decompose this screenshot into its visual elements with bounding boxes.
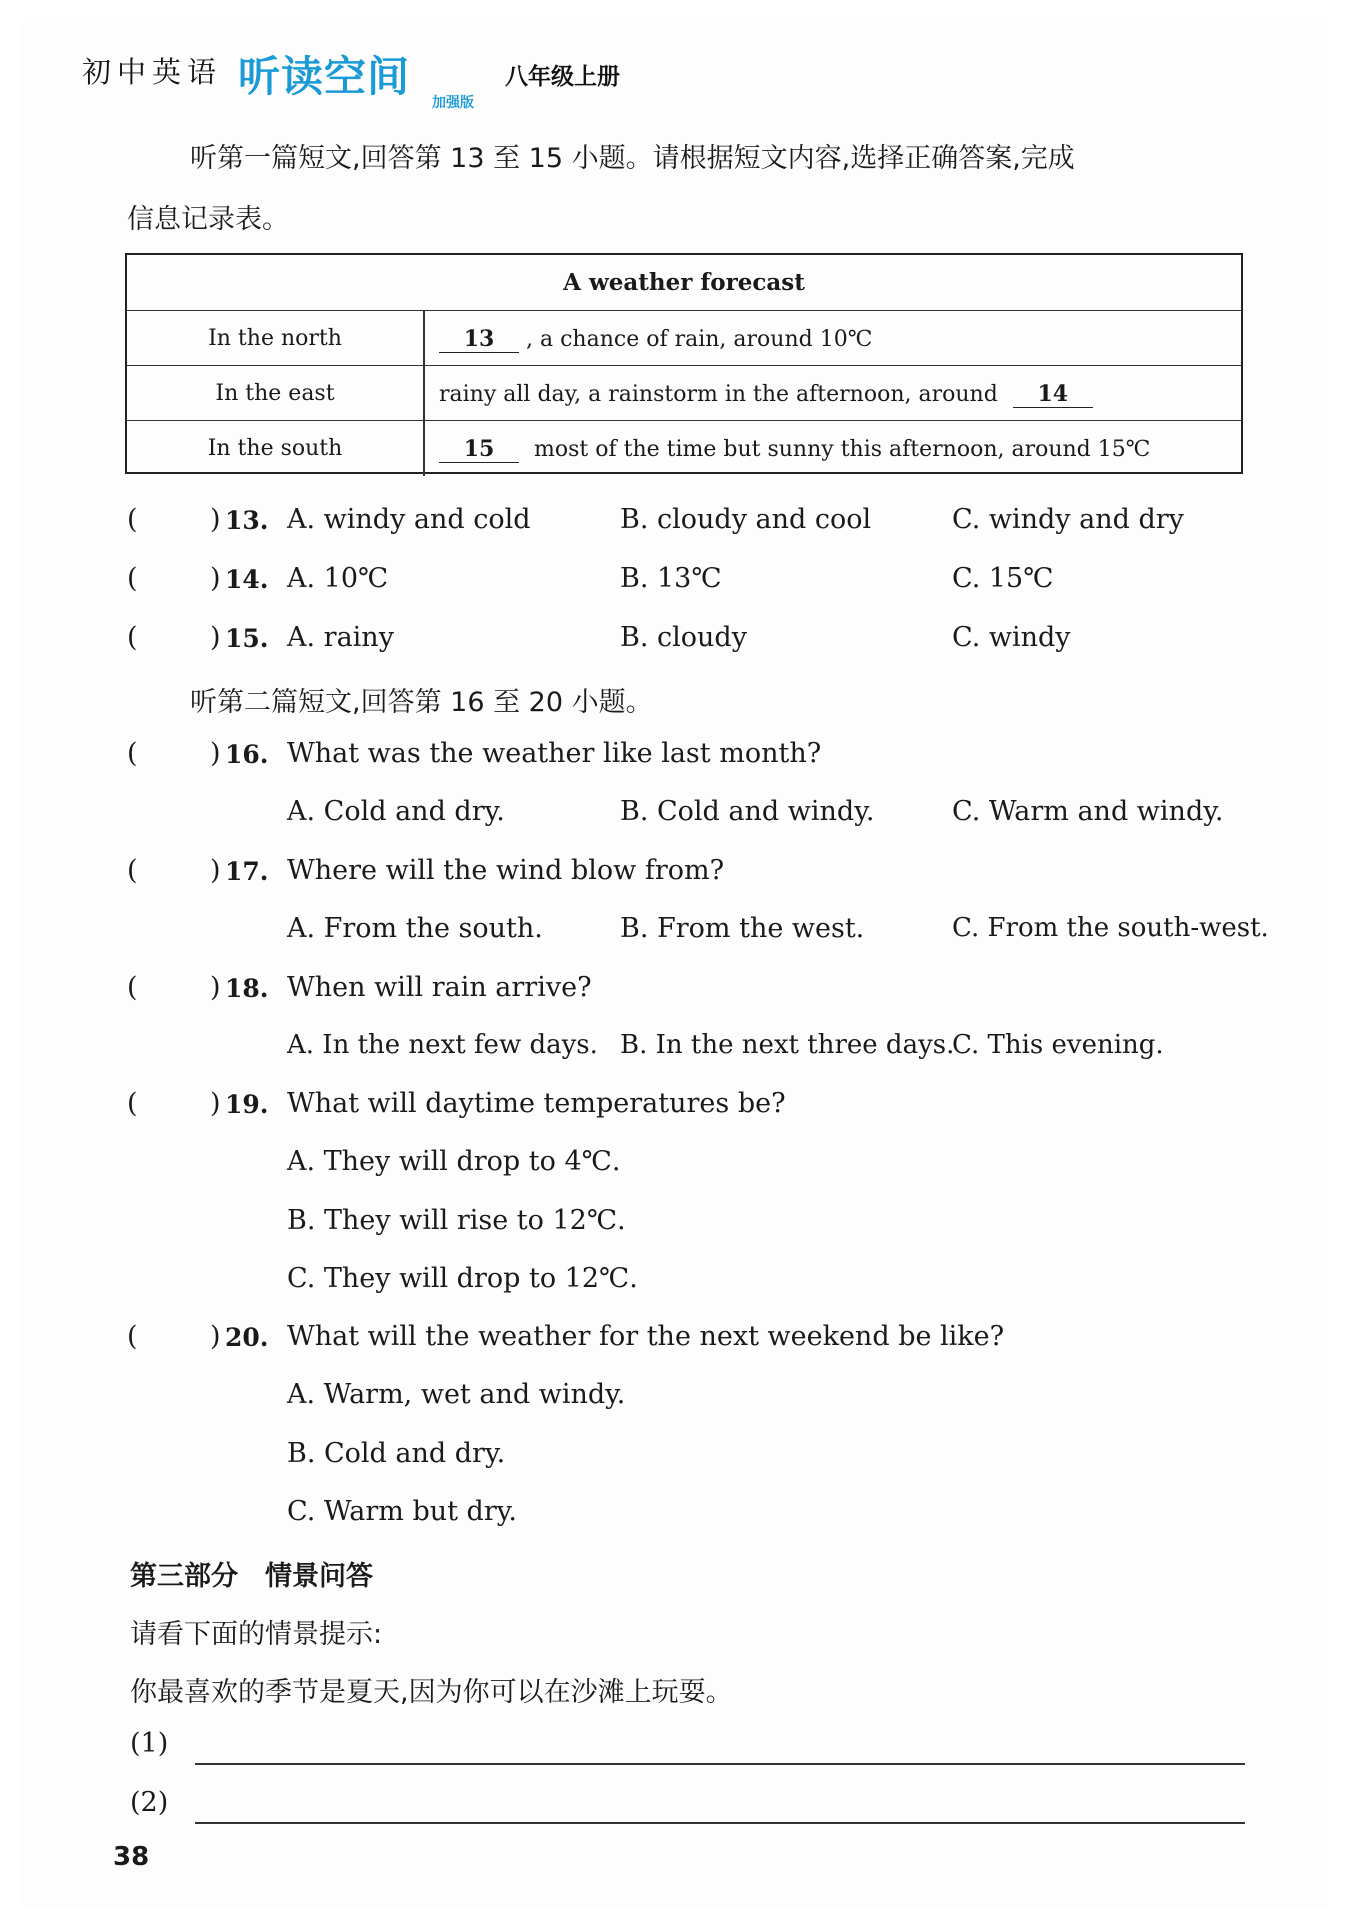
series-title: 初中英语 (82, 55, 223, 89)
option-a[interactable]: A. Cold and dry. (287, 796, 505, 827)
part2-intro: 听第二篇短文,回答第 16 至 20 小题。 (190, 687, 653, 718)
table-title: A weather forecast (563, 269, 805, 296)
question-number: 19. (225, 1090, 269, 1119)
option-c[interactable]: C. From the south-west. (952, 913, 1269, 943)
option-b[interactable]: B. Cold and dry. (287, 1438, 506, 1469)
north-text: , a chance of rain, around 10℃ (526, 327, 873, 352)
answer-paren-close: ) (210, 738, 221, 769)
option-c[interactable]: C. windy and dry (952, 504, 1184, 535)
question-number: 13. (225, 506, 269, 535)
question-text: Where will the wind blow from? (287, 855, 725, 886)
option-a[interactable]: A. Warm, wet and windy. (287, 1379, 626, 1410)
table-region-south: In the south (207, 436, 343, 461)
question-text: What will daytime temperatures be? (287, 1088, 786, 1119)
table-row-divider (127, 420, 1241, 421)
part3-title: 第三部分 情景问答 (130, 1561, 373, 1592)
part1-intro-line1: 听第一篇短文,回答第 13 至 15 小题。请根据短文内容,选择正确答案,完成 (190, 143, 1075, 174)
table-column-divider (423, 310, 425, 476)
answer-paren-open[interactable]: ( (127, 563, 138, 594)
option-b[interactable]: B. cloudy (620, 622, 747, 653)
part3-prompt-label: 请看下面的情景提示: (130, 1619, 383, 1650)
answer-paren-close: ) (210, 1088, 221, 1119)
table-row-south (439, 436, 1150, 463)
question-number: 15. (225, 624, 269, 653)
answer-paren-open[interactable]: ( (127, 738, 138, 769)
brand-logo: 听读空间 (238, 52, 411, 101)
answer-blank-14[interactable]: 14 (1013, 381, 1093, 408)
option-a[interactable]: A. rainy (287, 622, 394, 653)
answer-line-2[interactable] (195, 1822, 1245, 1824)
option-a[interactable]: A. From the south. (287, 913, 543, 944)
answer-label-1: (1) (130, 1728, 169, 1759)
question-text: What was the weather like last month? (287, 738, 822, 769)
option-b[interactable]: B. In the next three days. (620, 1030, 955, 1060)
answer-blank-15[interactable]: 15 (439, 436, 519, 463)
option-c[interactable]: C. They will drop to 12℃. (287, 1263, 638, 1294)
part1-intro-line2: 信息记录表。 (127, 204, 289, 235)
question-text: When will rain arrive? (287, 972, 592, 1003)
table-row-divider (127, 310, 1241, 311)
question-number: 18. (225, 974, 269, 1003)
option-c[interactable]: C. Warm and windy. (952, 796, 1224, 827)
answer-blank-13[interactable]: 13 (439, 326, 519, 353)
option-b[interactable]: B. 13℃ (620, 563, 722, 594)
answer-paren-open[interactable]: ( (127, 1321, 138, 1352)
part3-scenario: 你最喜欢的季节是夏天,因为你可以在沙滩上玩耍。 (130, 1677, 733, 1708)
answer-paren-close: ) (210, 563, 221, 594)
table-row-divider (127, 365, 1241, 366)
answer-paren-open[interactable]: ( (127, 855, 138, 886)
question-number: 20. (225, 1323, 269, 1352)
option-c[interactable]: C. windy (952, 622, 1071, 653)
option-a[interactable]: A. windy and cold (287, 504, 531, 535)
table-region-east: In the east (215, 381, 335, 406)
answer-paren-open[interactable]: ( (127, 504, 138, 535)
question-number: 14. (225, 565, 269, 594)
answer-line-1[interactable] (195, 1763, 1245, 1765)
answer-paren-close: ) (210, 855, 221, 886)
question-number: 17. (225, 857, 269, 886)
answer-paren-close: ) (210, 1321, 221, 1352)
option-b[interactable]: B. Cold and windy. (620, 796, 875, 827)
table-row-north (439, 326, 872, 353)
grade-label: 八年级上册 (505, 64, 620, 90)
answer-paren-open[interactable]: ( (127, 1088, 138, 1119)
option-a[interactable]: A. 10℃ (287, 563, 389, 594)
option-b[interactable]: B. cloudy and cool (620, 504, 872, 535)
option-c[interactable]: C. Warm but dry. (287, 1496, 518, 1527)
page-number: 38 (113, 1842, 150, 1872)
table-row-east (439, 381, 1093, 408)
option-b[interactable]: B. From the west. (620, 913, 865, 944)
option-b[interactable]: B. They will rise to 12℃. (287, 1205, 626, 1236)
weather-forecast-table (125, 253, 1243, 474)
answer-paren-open[interactable]: ( (127, 622, 138, 653)
south-text: most of the time but sunny this afternoon, around 15℃ (534, 437, 1151, 462)
answer-label-2: (2) (130, 1787, 169, 1818)
answer-paren-close: ) (210, 622, 221, 653)
table-region-north: In the north (208, 326, 342, 351)
option-c[interactable]: C. This evening. (952, 1030, 1164, 1060)
brand-sub-label: 加强版 (432, 95, 474, 111)
option-a[interactable]: A. In the next few days. (287, 1030, 598, 1060)
answer-paren-close: ) (210, 504, 221, 535)
answer-paren-open[interactable]: ( (127, 972, 138, 1003)
answer-paren-close: ) (210, 972, 221, 1003)
question-number: 16. (225, 740, 269, 769)
option-a[interactable]: A. They will drop to 4℃. (287, 1146, 621, 1177)
option-c[interactable]: C. 15℃ (952, 563, 1054, 594)
east-text: rainy all day, a rainstorm in the afternoon, around (439, 382, 998, 407)
question-text: What will the weather for the next weekend be like? (287, 1321, 1005, 1352)
